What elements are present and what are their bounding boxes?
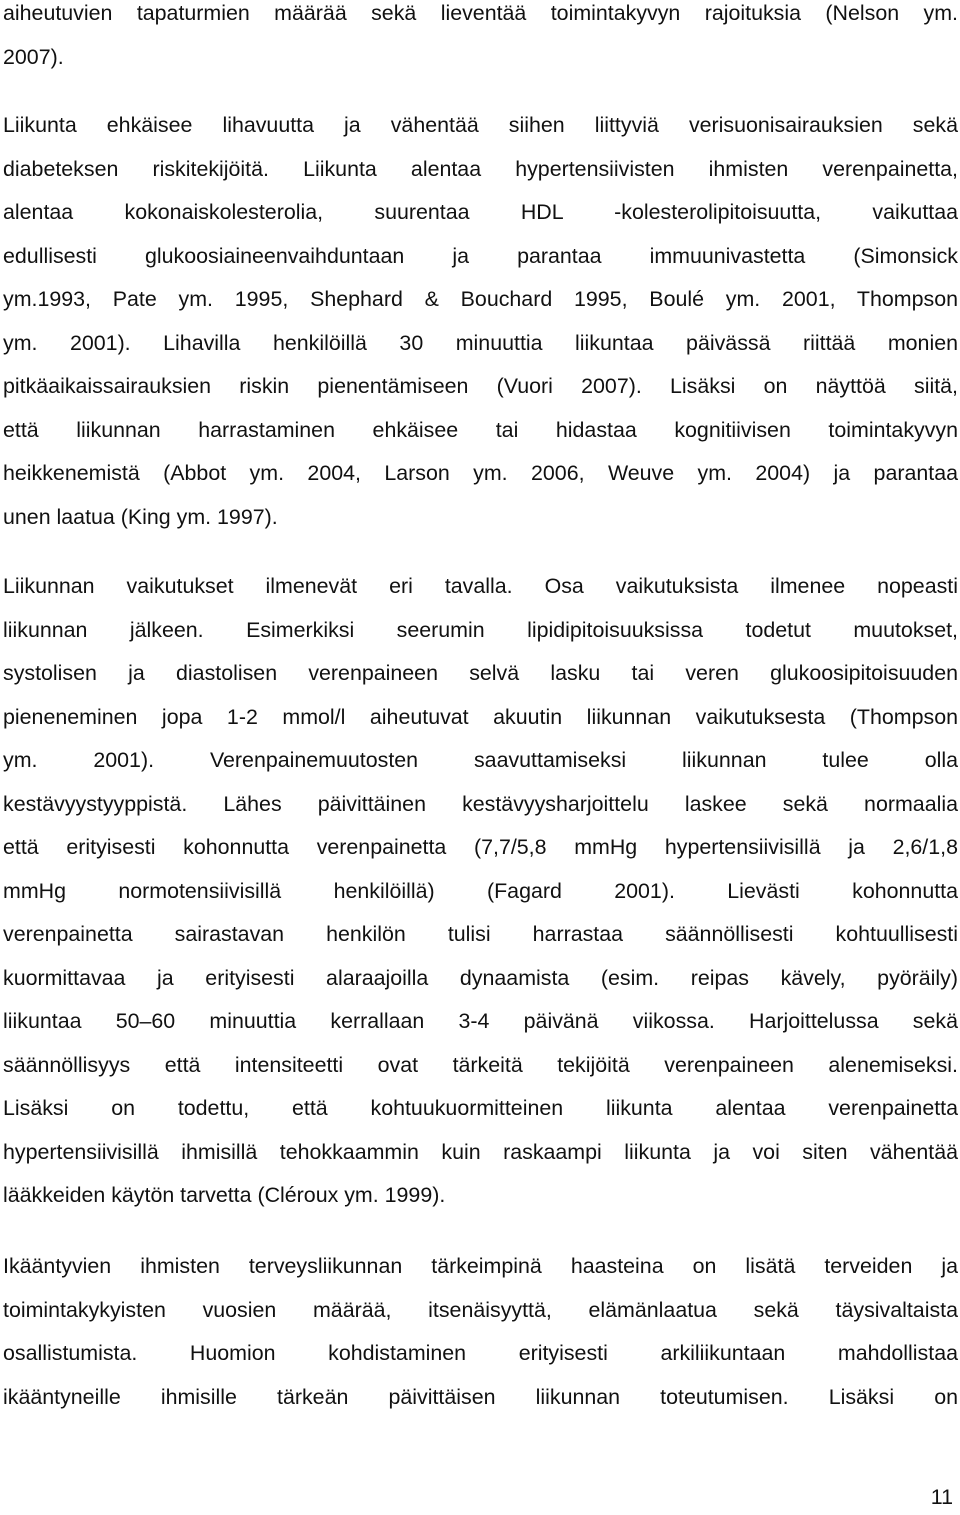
text-line: Lisäksi on todettu, että kohtuukuormitteinen liikunta alentaa verenpainetta — [3, 1096, 958, 1120]
text-line: kestävyystyyppistä. Lähes päivittäinen kestävyysharjoittelu laskee sekä normaalia — [3, 791, 958, 816]
text-line: ym. 2001). Verenpainemuutosten saavuttamiseksi liikunnan tulee olla — [3, 748, 958, 772]
text-line: aiheutuvien tapaturmien määrää sekä lieventää toimintakyvyn rajoituksia (Nelson ym. — [3, 1, 958, 25]
page-number: 11 — [930, 1485, 953, 1509]
text-line: kuormittavaa ja erityisesti alaraajoilla dynaamista (esim. reipas kävely, pyöräily) — [3, 965, 958, 990]
text-line: pieneneminen jopa 1-2 mmol/l aiheutuvat akuutin liikunnan vaikutuksesta (Thompson — [3, 704, 958, 729]
text-line: että liikunnan harrastaminen ehkäisee tai hidastaa kognitiivisen toimintakyvyn — [3, 417, 958, 442]
text-line: Liikunta ehkäisee lihavuutta ja vähentää siihen liittyviä verisuonisairauksien sekä — [3, 113, 958, 137]
text-line: verenpainetta sairastavan henkilön tulisi harrastaa säännöllisesti kohtuullisesti — [3, 922, 958, 946]
text-line: ym.1993, Pate ym. 1995, Shephard & Bouchard 1995, Boulé ym. 2001, Thompson — [3, 287, 958, 311]
text-line: osallistumista. Huomion kohdistaminen erityisesti arkiliikuntaan mahdollistaa — [3, 1341, 958, 1365]
text-line: Ikääntyvien ihmisten terveysliikunnan tärkeimpinä haasteina on lisätä terveiden ja — [3, 1254, 958, 1278]
text-line: liikuntaa 50–60 minuuttia kerrallaan 3-4 päivänä viikossa. Harjoittelussa sekä — [3, 1009, 958, 1033]
text-line: liikunnan jälkeen. Esimerkiksi seerumin lipidipitoisuuksissa todetut muutokset, — [3, 617, 958, 642]
paragraph-3 — [3, 565, 958, 1218]
text-line: unen laatua (King ym. 1997). — [3, 504, 278, 529]
document-page — [3, 0, 958, 1515]
paragraph-2 — [3, 104, 958, 539]
paragraph-4 — [3, 1245, 958, 1419]
text-line: hypertensiivisillä ihmisillä tehokkaammin kuin raskaampi liikunta ja voi siten vähentää — [3, 1139, 958, 1164]
paragraph-1 — [3, 0, 958, 79]
text-line: 2007). — [3, 44, 64, 69]
text-line: heikkenemistä (Abbot ym. 2004, Larson ym. 2006, Weuve ym. 2004) ja parantaa — [3, 461, 958, 485]
text-line: edullisesti glukoosiaineenvaihduntaan ja parantaa immuunivastetta (Simonsick — [3, 243, 958, 268]
text-line: alentaa kokonaiskolesterolia, suurentaa HDL -kolesterolipitoisuutta, vaikuttaa — [3, 200, 958, 224]
text-line: säännöllisyys että intensiteetti ovat tärkeitä tekijöitä verenpaineen alenemiseksi. — [3, 1052, 958, 1077]
text-line: ikääntyneille ihmisille tärkeän päivittäisen liikunnan toteutumisen. Lisäksi on — [3, 1384, 958, 1409]
text-line: lääkkeiden käytön tarvetta (Cléroux ym. 1999). — [3, 1183, 446, 1207]
text-line: pitkäaikaissairauksien riskin pienentämiseen (Vuori 2007). Lisäksi on näyttöä siitä, — [3, 374, 958, 398]
text-line: mmHg normotensiivisillä henkilöillä) (Fagard 2001). Lievästi kohonnutta — [3, 878, 958, 903]
text-line: systolisen ja diastolisen verenpaineen selvä lasku tai veren glukoosipitoisuuden — [3, 661, 958, 685]
text-line: ym. 2001). Lihavilla henkilöillä 30 minuuttia liikuntaa päivässä riittää monien — [3, 330, 958, 355]
text-line: Liikunnan vaikutukset ilmenevät eri tavalla. Osa vaikutuksista ilmenee nopeasti — [3, 574, 958, 598]
text-line: toimintakykyisten vuosien määrää, itsenäisyyttä, elämänlaatua sekä täysivaltaista — [3, 1297, 958, 1322]
text-line: diabeteksen riskitekijöitä. Liikunta alentaa hypertensiivisten ihmisten verenpainetta, — [3, 156, 958, 181]
text-line: että erityisesti kohonnutta verenpainetta (7,7/5,8 mmHg hypertensiivisillä ja 2,6/1,8 — [3, 835, 958, 859]
